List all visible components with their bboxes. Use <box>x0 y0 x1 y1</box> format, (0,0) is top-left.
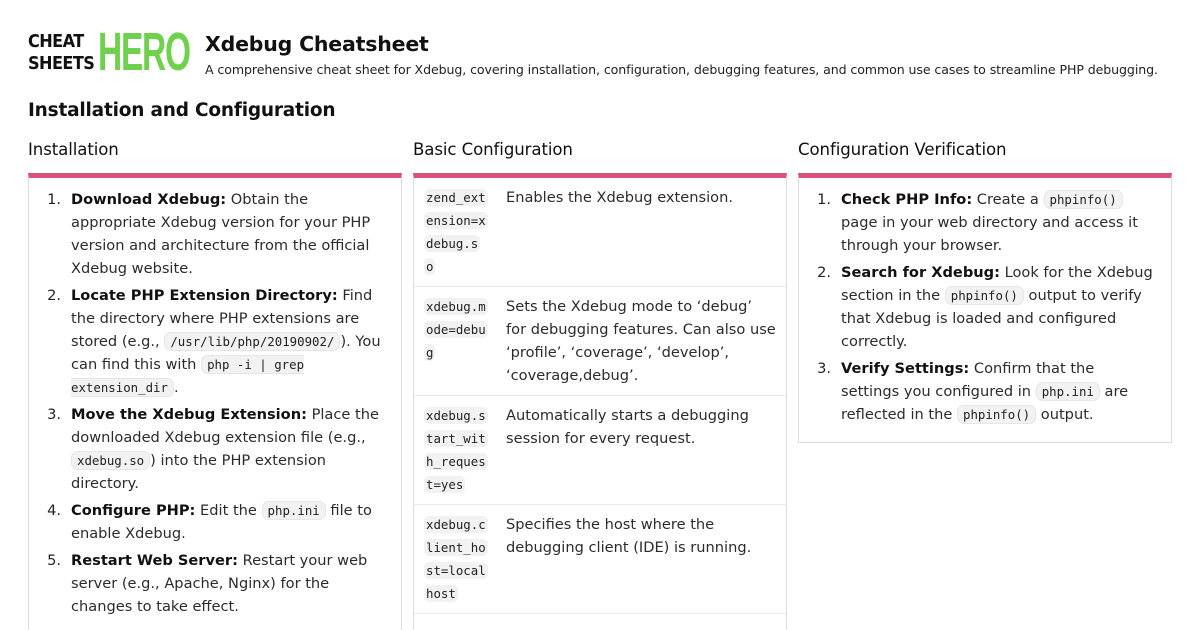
step-number: 1. <box>817 191 831 208</box>
step-text: . <box>173 379 179 396</box>
verification-steps <box>799 178 1171 444</box>
logo-hero: HERO <box>98 22 190 82</box>
list-item <box>43 188 387 280</box>
basic-configuration-column <box>413 139 787 630</box>
installation-column <box>28 139 402 630</box>
list-item <box>813 188 1157 257</box>
step-text: ). You can find this with <box>71 333 381 373</box>
table-row <box>414 178 786 287</box>
logo-line-sheets: SHEETS <box>28 54 95 74</box>
step-text: output to verify that Xdebug is loaded and configured correctly. <box>841 287 1142 350</box>
column-heading: Configuration Verification <box>798 140 1007 159</box>
config-description: Specifies the host where the debugging client (IDE) is running. <box>506 516 752 556</box>
step-text: Obtain the appropriate Xdebug version for your PHP version and architecture from the official Xdebug website. <box>71 191 371 277</box>
page-header <box>28 22 1188 82</box>
step-label: Restart Web Server: <box>71 552 238 569</box>
table-row <box>414 287 786 396</box>
config-description: Automatically starts a debugging session for every request. <box>506 407 749 447</box>
step-number: 2. <box>47 287 61 304</box>
list-item <box>813 357 1157 426</box>
config-key-code: xdebug.client_host=localhost <box>426 517 486 601</box>
page-title: Xdebug Cheatsheet <box>205 32 429 56</box>
step-text: Edit the <box>195 502 262 519</box>
installation-steps <box>29 178 401 630</box>
config-key <box>424 404 486 496</box>
step-label: Verify Settings: <box>841 360 970 377</box>
step-number: 4. <box>47 502 61 519</box>
step-text: Confirm that the settings you configured in <box>841 360 1095 400</box>
config-key-code: xdebug.start_with_request=yes <box>426 408 486 492</box>
step-label: Search for Xdebug: <box>841 264 1000 281</box>
config-description: Sets the Xdebug mode to ‘debug’ for debugging features. Can also use ‘profile’, ‘coverage’, ‘develop’, ‘coverage,debug’. <box>506 298 776 384</box>
step-number: 3. <box>47 406 61 423</box>
code-snippet: php.ini <box>262 501 326 520</box>
step-text: Create a <box>972 191 1044 208</box>
code-snippet: phpinfo() <box>1044 190 1123 209</box>
code-snippet: php -i | grep extension_dir <box>71 357 305 395</box>
list-item <box>43 284 387 399</box>
step-label: Download Xdebug: <box>71 191 227 208</box>
basic-configuration-card <box>413 173 787 630</box>
step-text: ) into the PHP extension directory. <box>71 452 327 492</box>
cheatsheets-hero-logo[interactable] <box>28 22 190 82</box>
table-row <box>414 505 786 614</box>
step-number: 3. <box>817 360 831 377</box>
config-description: Enables the Xdebug extension. <box>506 189 733 206</box>
step-text: output. <box>1036 406 1094 423</box>
config-key <box>424 186 486 278</box>
code-snippet: /usr/lib/php/20190902/ <box>164 332 340 351</box>
step-label: Move the Xdebug Extension: <box>71 406 307 423</box>
step-number: 5. <box>47 552 61 569</box>
config-key-code: zend_extension=xdebug.so <box>426 190 486 274</box>
step-text: Find the directory where PHP extensions are stored (e.g., <box>71 287 373 350</box>
logo-text <box>28 31 94 75</box>
configuration-verification-card <box>798 173 1172 443</box>
list-item <box>813 261 1157 353</box>
step-label: Locate PHP Extension Directory: <box>71 287 338 304</box>
config-key <box>424 295 486 387</box>
list-item <box>43 403 387 495</box>
installation-card <box>28 173 402 630</box>
step-text: page in your web directory and access it through your browser. <box>841 214 1138 254</box>
code-snippet: phpinfo() <box>957 405 1036 424</box>
step-number: 1. <box>47 191 61 208</box>
step-text: Restart your web server (e.g., Apache, Nginx) for the changes to take effect. <box>71 552 368 615</box>
section-title: Installation and Configuration <box>28 100 336 121</box>
page-subtitle: A comprehensive cheat sheet for Xdebug, covering installation, configuration, debugging features, and common use cases to streamline PHP debugging. <box>205 62 1158 77</box>
step-text: Place the downloaded Xdebug extension file (e.g., <box>71 406 379 446</box>
configuration-verification-column <box>798 139 1172 443</box>
column-heading: Basic Configuration <box>413 140 573 159</box>
table-row <box>414 396 786 505</box>
step-text: file to enable Xdebug. <box>71 502 372 542</box>
step-number: 2. <box>817 264 831 281</box>
step-label: Check PHP Info: <box>841 191 973 208</box>
step-text: Look for the Xdebug section in the <box>841 264 1153 304</box>
config-key <box>424 513 486 605</box>
code-snippet: php.ini <box>1036 382 1100 401</box>
code-snippet: phpinfo() <box>945 286 1024 305</box>
list-item <box>43 499 387 545</box>
code-snippet: xdebug.so <box>71 451 150 470</box>
step-label: Configure PHP: <box>71 502 196 519</box>
column-heading: Installation <box>28 140 119 159</box>
list-item <box>43 549 387 618</box>
logo-line-cheat: CHEAT <box>28 32 84 52</box>
config-key-code: xdebug.mode=debug <box>426 299 486 360</box>
step-text: are reflected in the <box>841 383 1129 423</box>
